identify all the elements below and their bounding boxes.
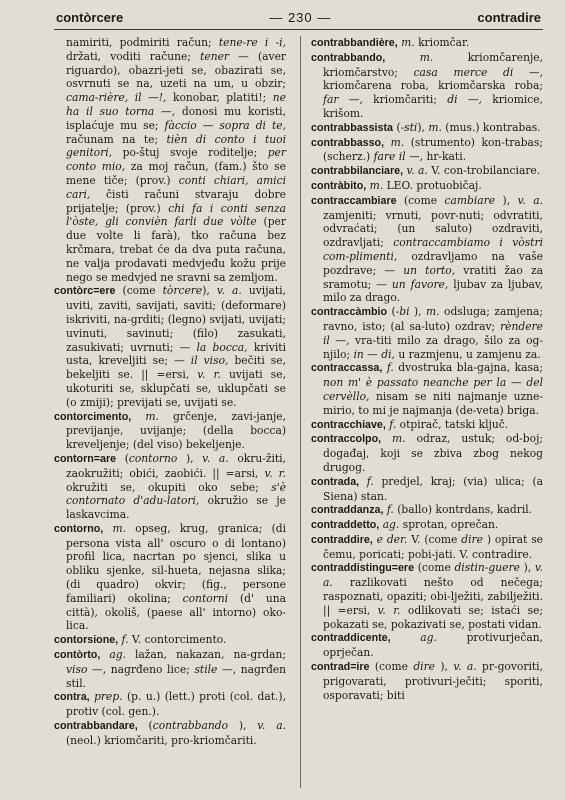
entry-text bbox=[384, 136, 391, 149]
entry-text: f. bbox=[366, 474, 374, 488]
entry-text: grčenje, zavi-janje, previjanje, uvijanje; (della bocca) kreveljenje; (del viso) bekeljenje. bbox=[66, 409, 286, 452]
entry-text: il viso, bbox=[190, 354, 229, 368]
entry-text: lažan, nakazan, na-grdan; bbox=[125, 648, 286, 662]
entry-text: ag. bbox=[109, 648, 126, 662]
entry-text: v. a. bbox=[517, 193, 543, 207]
dictionary-entry bbox=[311, 631, 543, 660]
entry-text: donosi mu koristi, isplaćuje mu se; bbox=[66, 104, 286, 132]
entry-text: vra-titi milo za drago, šilo za og-njilo; bbox=[323, 333, 543, 361]
header-right-guideword: contradire bbox=[477, 10, 541, 25]
entry-text: ag. bbox=[420, 631, 437, 645]
entry-text: odlikovati se; istaći se; pokazati se, pokazivati se, postati vidan. bbox=[323, 603, 544, 631]
entry-text: f. bbox=[386, 361, 394, 375]
entry-text: tièn di conto i tuoi genitori, bbox=[66, 132, 286, 160]
entry-text: (- bbox=[392, 120, 405, 134]
entry-text: v. r. bbox=[197, 368, 221, 382]
entry-text: cama-rière, il —!, bbox=[66, 91, 167, 105]
headword: contorcimento, bbox=[54, 410, 132, 423]
headword: contraccàmbio bbox=[311, 306, 388, 319]
entry-text: kriomčarenje, kriomčarstvo; bbox=[323, 50, 543, 79]
entry-text: namiriti, podmiriti račun; bbox=[66, 36, 219, 49]
dictionary-entry bbox=[311, 361, 543, 417]
entry-text: okružiti se, okupiti oko sebe; bbox=[66, 480, 272, 494]
headword: contra, bbox=[54, 691, 90, 704]
entry-text: (come bbox=[115, 284, 163, 298]
entry-text: za moj račun, (fam.) što se mene tiče; (prov.) bbox=[66, 160, 286, 187]
entry-text: ), bbox=[202, 284, 217, 298]
dictionary-entry bbox=[311, 164, 543, 179]
entry-text: f. bbox=[386, 503, 394, 517]
entry-text: sti bbox=[404, 120, 418, 134]
entry-text bbox=[391, 631, 421, 644]
entry-text bbox=[100, 648, 109, 661]
entry-text: (d' una città), okoliš, (paese all' intorno) oko-lica. bbox=[66, 591, 286, 633]
left-column bbox=[54, 36, 286, 748]
entry-text: po-štuj svoje roditelje; bbox=[112, 146, 268, 160]
entry-text: viso bbox=[66, 662, 88, 676]
entry-text: čisti računi stvaraju dobre prijatelje; (prov.) bbox=[66, 187, 286, 215]
entry-text: ag. bbox=[382, 518, 400, 532]
entry-text: m. bbox=[390, 135, 405, 149]
entry-text: v. a. bbox=[216, 284, 242, 298]
entry-text: u razmjenu, u zamjenu za. bbox=[394, 347, 541, 361]
entry-text: m. bbox=[428, 120, 442, 134]
headword: contraddire, bbox=[311, 533, 373, 546]
headword: contraccolpo, bbox=[311, 433, 382, 446]
page-number: — 230 — bbox=[269, 10, 332, 25]
entry-text: v. a. bbox=[202, 451, 229, 465]
entry-text: sprotan, oprečan. bbox=[399, 518, 499, 532]
entry-text: opseg, krug, granica; (di persona vista all' oscuro o di lontano) profil lica, nacrtan po sjenci, slika u obliku sjenke, sil-hueta, nejasna slika; (di quadro) okvir; (fig., persone familiari) okolina; bbox=[66, 521, 286, 605]
entry-text: —, nagrđen stil. bbox=[66, 662, 286, 690]
headword: contrabbandare, bbox=[54, 720, 138, 733]
entry-text: e der. bbox=[376, 532, 408, 546]
headword: contrada, bbox=[311, 475, 360, 488]
entry-text: di —, bbox=[447, 93, 482, 107]
entry-text: v. a. bbox=[406, 164, 428, 178]
entry-text: odsluga; zamjena; ravno, isto; (al sa-luto) ozdrav; bbox=[323, 305, 543, 333]
entry-text: konobar, platiti!; bbox=[166, 91, 273, 105]
dictionary-entry bbox=[54, 690, 286, 719]
entry-text: m. bbox=[112, 521, 127, 535]
entry-text: kriomčariti; bbox=[362, 93, 448, 107]
entry-text: m. bbox=[145, 409, 159, 423]
headword: contorn=are bbox=[54, 452, 117, 465]
entry-text: V. contorcimento. bbox=[128, 633, 227, 647]
dictionary-entry bbox=[54, 36, 286, 284]
column-divider bbox=[300, 36, 301, 788]
entry-text: per conto mio, bbox=[66, 146, 286, 174]
dictionary-entry bbox=[311, 660, 543, 702]
entry-text: f. bbox=[389, 417, 397, 431]
entry-text: ), bbox=[495, 193, 518, 207]
entry-text bbox=[359, 475, 367, 488]
entry-text: vratiti žao za sramotu; — bbox=[323, 263, 543, 291]
entry-text: fare il —, bbox=[373, 150, 424, 164]
entry-text: (p. u.) (lett.) proti (col. dat.), protiv (col. gen.). bbox=[66, 690, 286, 719]
entry-text: razlikovati nešto od nečega; raspoznati, opaziti; obi-lježiti, zabilježiti. || =ersi, bbox=[323, 576, 543, 617]
entry-text: distin-guere bbox=[454, 561, 520, 575]
entry-text: far —, bbox=[323, 93, 363, 107]
entry-text: dire bbox=[413, 660, 436, 674]
entry-text: kriomčarena roba, kriomčarska roba; bbox=[323, 79, 543, 93]
entry-text: tener bbox=[200, 49, 230, 63]
entry-text: s'è contornato d'adu-latori, bbox=[66, 480, 286, 508]
entry-text: casa merce di —, bbox=[413, 65, 543, 79]
dictionary-entry bbox=[54, 522, 286, 633]
entry-text: pr-govoriti, prigovarati, protivuri-ječiti; sporiti, osporavati; biti bbox=[323, 660, 543, 702]
entry-text: non m' è passato neanche per la — del cervèllo, bbox=[323, 376, 543, 403]
headword: contràbito, bbox=[311, 179, 367, 192]
entry-text: uvijati, uviti, zaviti, savijati, saviti; (deformare) iskriviti, na-grditi; (legno) svijati, uvijati; uvinuti, savinuti; (filo) zasukati, zasukivati; uvrnuti; — bbox=[66, 284, 286, 354]
entry-text: okru-žiti, zaokružiti; obići, zaobići. || =arsi, bbox=[66, 451, 286, 480]
entry-text: conti chiari, amici cari, bbox=[66, 173, 286, 201]
header-left-guideword: contòrcere bbox=[56, 10, 124, 25]
entry-text: in — di, bbox=[353, 347, 395, 361]
headword: contrabbassista bbox=[311, 121, 393, 134]
entry-text: f. bbox=[121, 633, 129, 647]
entry-text: nisam se niti najmanje uzne-mirio, to mi je najmanja (de-veta) briga. bbox=[323, 389, 543, 417]
dictionary-entry bbox=[311, 179, 543, 194]
entry-text: otpirač, tatski ključ. bbox=[396, 417, 509, 431]
entry-text: (come bbox=[414, 561, 455, 575]
entry-text: contrabbando bbox=[152, 719, 229, 733]
headword: contorsione, bbox=[54, 634, 119, 647]
entry-text: LEO. protuobičaj. bbox=[383, 178, 482, 192]
entry-text: un torto, bbox=[403, 263, 456, 277]
headword: contraccassa, bbox=[311, 362, 383, 375]
entry-text: m. bbox=[392, 432, 406, 446]
entry-text: zamjeniti; vrnuti, povr-nuti; odvratiti, odvraćati; (un saluto) ozdraviti, ozdravljati; bbox=[323, 208, 543, 250]
entry-text: odraz, ustuk; od-boj; događaj, koji se zbiva zbog nekog drugog. bbox=[323, 432, 543, 474]
entry-text: ozdravljamo na vaše pozdrave; — bbox=[323, 249, 543, 277]
entry-text: v. a. bbox=[257, 719, 286, 733]
entry-text: contorni bbox=[182, 591, 229, 605]
dictionary-entry bbox=[311, 533, 543, 562]
headword: contraddanza, bbox=[311, 504, 384, 517]
entry-text: rèndere il —, bbox=[323, 319, 543, 347]
entry-text: bečiti se, bekeljiti se. || =ersi, bbox=[66, 354, 286, 382]
entry-text: računam na te; bbox=[66, 132, 167, 146]
entry-text: (neol.) kriomčariti, pro-kriomčariti. bbox=[66, 733, 257, 747]
entry-text: —, nagrđeno lice; bbox=[87, 662, 195, 676]
entry-text: ljubav za ljubav, milo za drago. bbox=[323, 277, 544, 305]
entry-text: V. (come bbox=[407, 532, 462, 546]
entry-text: hr-kati. bbox=[423, 150, 467, 164]
headword: contrad=ire bbox=[311, 661, 370, 674]
entry-text: (- bbox=[387, 305, 400, 319]
page-header bbox=[54, 10, 543, 30]
entry-text bbox=[131, 410, 145, 423]
entry-text: dvostruka bla-gajna, kasa; bbox=[393, 361, 543, 375]
entry-text: uvijati se, ukoturiti se, sklupčati se, uklupčati se (o zmiji); previjati se, uvijati se. bbox=[66, 368, 286, 409]
dictionary-entry bbox=[311, 305, 543, 361]
entry-text: tene-re i -i, bbox=[218, 36, 286, 49]
entry-text: un favore, bbox=[391, 277, 449, 291]
entry-text bbox=[381, 432, 392, 445]
entry-text: m. bbox=[401, 36, 415, 49]
entry-text: m. bbox=[369, 178, 384, 192]
entry-text: ), bbox=[228, 719, 258, 733]
entry-text: držati, voditi račune; bbox=[66, 49, 201, 63]
entry-text: ), bbox=[435, 660, 454, 674]
dictionary-entry bbox=[311, 136, 543, 165]
entry-text: tòrcere bbox=[162, 284, 203, 298]
entry-text: bi bbox=[399, 305, 410, 319]
headword: contòrc=ere bbox=[54, 285, 116, 298]
entry-text: ne ha il suo torna —, bbox=[66, 91, 287, 118]
dictionary-entry bbox=[311, 194, 543, 305]
entry-text: ( bbox=[137, 719, 153, 733]
dictionary-entry bbox=[311, 418, 543, 433]
entry-text: chi fa i conti senza l'òste, gli convièn farli due vòlte bbox=[66, 201, 286, 229]
entry-text bbox=[103, 522, 112, 535]
entry-text: contraccambiamo i vòstri com-plimenti, bbox=[323, 236, 543, 263]
entry-text: stile bbox=[194, 662, 218, 676]
entry-text: m. bbox=[419, 50, 434, 64]
entry-text: (come bbox=[369, 660, 414, 674]
dictionary-entry bbox=[311, 503, 543, 518]
entry-text: (per due volte li farà), tko računa bez krčmara, trebat će da dva puta računa, ne valja prodavati medvjeđu kožu prije nego se medvjed ne sravni sa zemljom. bbox=[66, 215, 286, 284]
headword: contrabbilanciare, bbox=[311, 165, 404, 178]
entry-text: ), bbox=[409, 305, 427, 319]
dictionary-entry bbox=[311, 36, 543, 51]
entry-text: okružio se je laskavcima. bbox=[66, 494, 286, 522]
entry-text: kriviti usta, kreveljiti se; — bbox=[66, 340, 286, 368]
dictionary-entry bbox=[54, 648, 286, 690]
headword: contraddicente, bbox=[311, 632, 391, 645]
headword: contorno, bbox=[54, 522, 104, 535]
dictionary-entry bbox=[311, 561, 543, 631]
entry-text: v. a. bbox=[323, 561, 543, 590]
headword: contrabbandière, bbox=[311, 37, 398, 49]
entry-text: v. a. bbox=[453, 660, 477, 674]
entry-text: kriomice, krišom. bbox=[323, 93, 543, 120]
headword: contraddistingu=ere bbox=[311, 562, 415, 575]
entry-text: v. r. bbox=[377, 603, 401, 617]
dictionary-entry bbox=[54, 284, 286, 409]
dictionary-entry bbox=[311, 475, 543, 504]
headword: contraddetto, bbox=[311, 519, 380, 532]
entry-text: prep. bbox=[94, 690, 123, 704]
headword: contrabbasso, bbox=[311, 136, 385, 149]
dictionary-entry bbox=[311, 51, 543, 121]
headword: contrabbando, bbox=[311, 51, 386, 64]
entry-text: contorno bbox=[128, 451, 178, 465]
entry-text: ), bbox=[177, 451, 203, 465]
headword: contòrto, bbox=[54, 649, 101, 662]
dictionary-entry bbox=[54, 452, 286, 522]
headword: contracchiave, bbox=[311, 418, 386, 431]
dictionary-entry bbox=[311, 518, 543, 533]
entry-text: kriomčar. bbox=[414, 36, 470, 49]
headword: contraccambiare bbox=[311, 194, 397, 207]
right-column bbox=[311, 36, 543, 748]
entry-text: ), bbox=[417, 120, 429, 134]
entry-text: v. r. bbox=[264, 466, 286, 480]
entry-text: la bocca, bbox=[196, 340, 248, 354]
entry-text: ), bbox=[519, 561, 535, 575]
entry-text: (come bbox=[396, 193, 445, 207]
entry-text: (strumento) kon-trabas; (scherz.) bbox=[323, 135, 543, 164]
entry-text bbox=[385, 51, 419, 64]
entry-text: fàccio — sopra di te, bbox=[164, 118, 286, 132]
dictionary-entry bbox=[311, 121, 543, 136]
dictionary-entry bbox=[311, 432, 543, 474]
entry-text: ( bbox=[116, 451, 129, 465]
entry-text: (mus.) kontrabas. bbox=[441, 120, 541, 134]
dictionary-entry bbox=[54, 410, 286, 452]
entry-text: protivurječan, oprječan. bbox=[323, 631, 543, 660]
dictionary-entry bbox=[54, 633, 286, 648]
entry-text: — (aver riguardo), obazri-jeti se, obazirati se, osvrnuti se na, uzeti na um, u obzir; bbox=[66, 49, 287, 91]
dictionary-entry bbox=[54, 719, 286, 748]
entry-text: ) opirat se čemu, poricati; pobi-jati. V. contradire. bbox=[323, 532, 543, 561]
entry-text: m. bbox=[426, 305, 440, 319]
entry-text: dire bbox=[461, 532, 483, 546]
entry-text: predjel, kraj; (via) ulica; (a Siena) stan. bbox=[323, 474, 543, 503]
entry-text: cambiare bbox=[444, 193, 496, 207]
entry-text: (ballo) kontrdans, kadril. bbox=[393, 503, 533, 517]
entry-text: V. con-trobilanciare. bbox=[427, 164, 541, 178]
